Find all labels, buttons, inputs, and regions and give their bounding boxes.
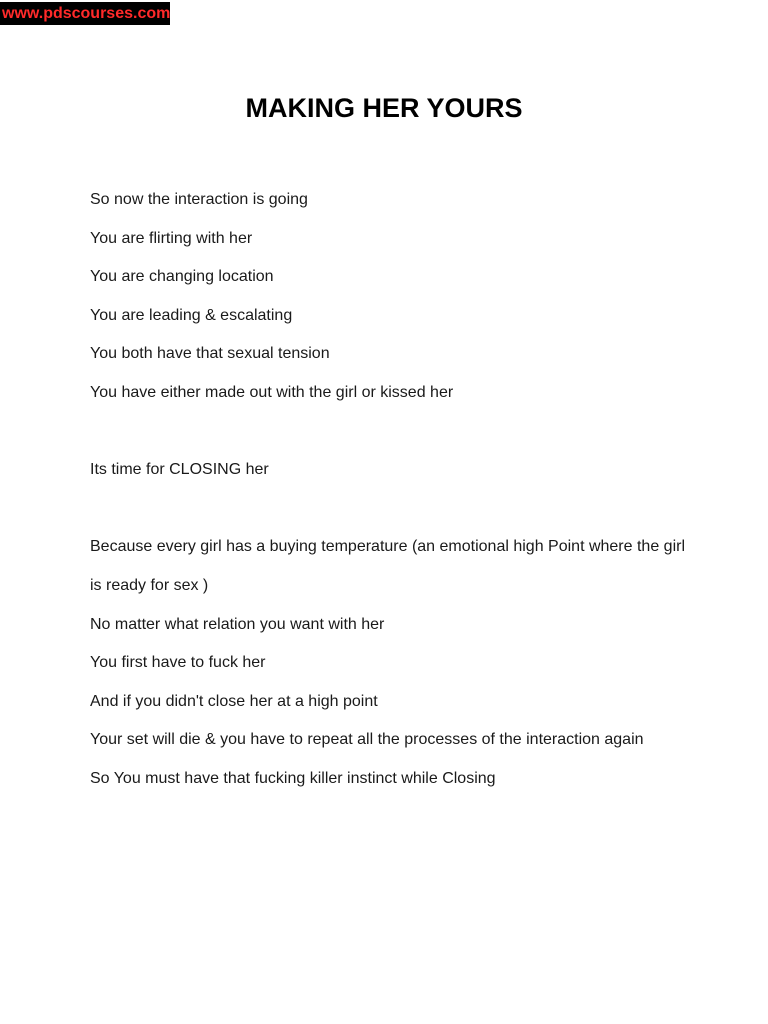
paragraph-10: You first have to fuck her bbox=[90, 654, 266, 672]
paragraph-2: You are flirting with her bbox=[90, 229, 253, 247]
paragraph-9: No matter what relation you want with her bbox=[90, 615, 385, 633]
paragraph-3: You are changing location bbox=[90, 268, 274, 286]
paragraph-8: Because every girl has a buying temperature (an emotional high Point where the girl is ready for sex ) bbox=[90, 538, 685, 594]
watermark-banner: www.pdscourses.com bbox=[0, 2, 170, 25]
paragraph-7: Its time for CLOSING her bbox=[90, 461, 269, 479]
paragraph-11: And if you didn't close her at a high point bbox=[90, 692, 378, 710]
document-body bbox=[90, 181, 700, 799]
paragraph-12: Your set will die & you have to repeat all the processes of the interaction again bbox=[90, 731, 644, 749]
blank-line bbox=[90, 413, 700, 452]
paragraph-1: So now the interaction is going bbox=[90, 191, 308, 208]
paragraph-6: You have either made out with the girl or kissed her bbox=[90, 383, 454, 401]
paragraph-4: You are leading & escalating bbox=[90, 306, 293, 324]
page-title: MAKING HER YOURS bbox=[245, 93, 523, 123]
blank-line bbox=[90, 490, 700, 529]
paragraph-13: So You must have that fucking killer instinct while Closing bbox=[90, 769, 496, 787]
paragraph-5: You both have that sexual tension bbox=[90, 345, 330, 363]
